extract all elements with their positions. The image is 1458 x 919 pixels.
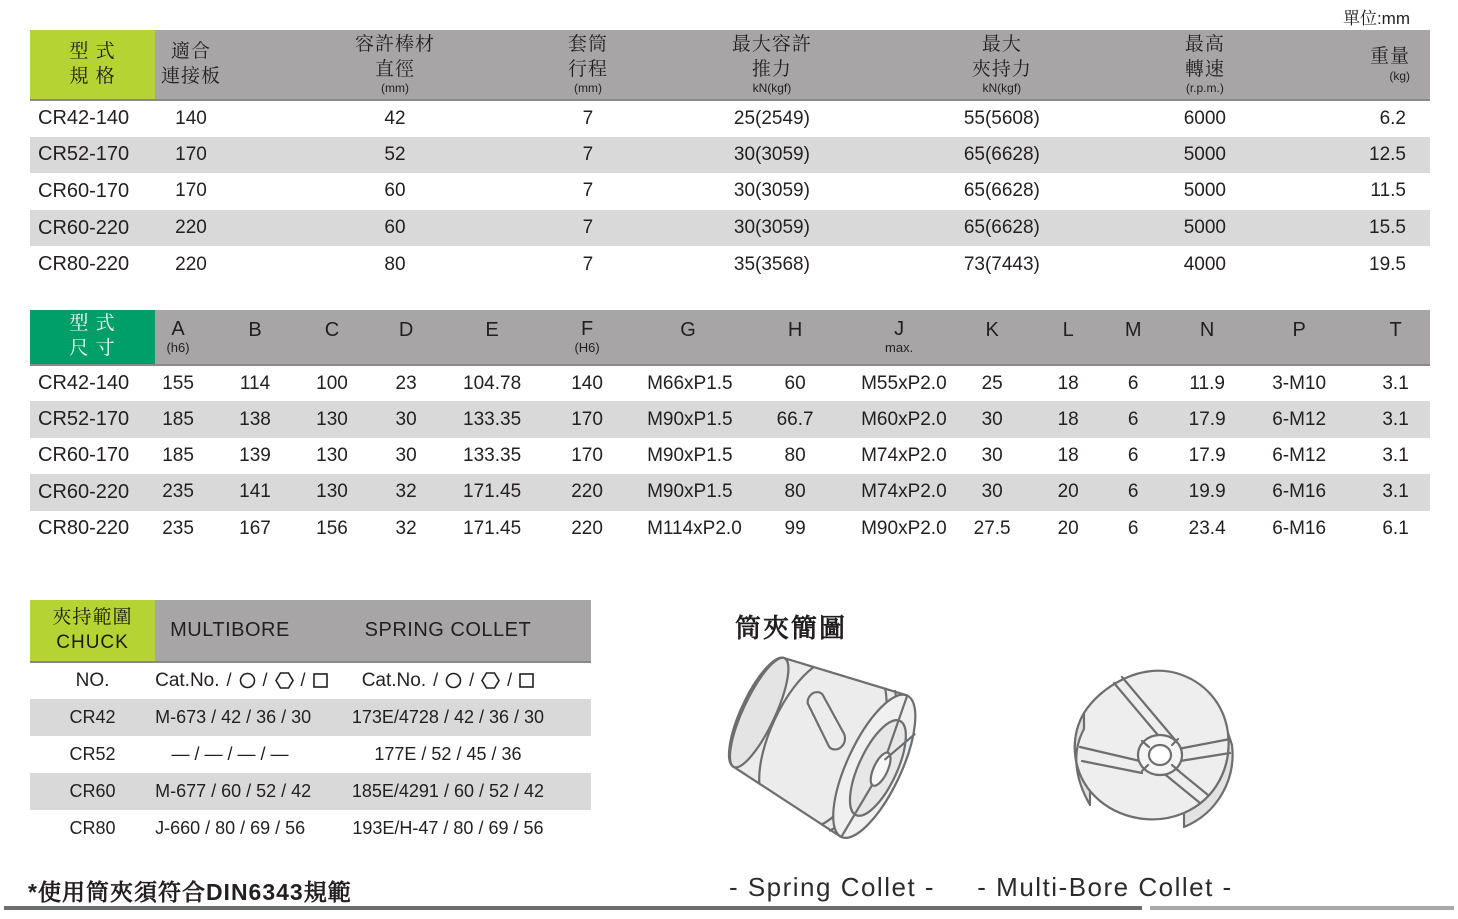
row-label: CR42 bbox=[69, 707, 116, 727]
cell: 193E/H-47 / 80 / 69 / 56 bbox=[352, 818, 544, 838]
col-header-d: D bbox=[355, 310, 457, 365]
cell: 7 bbox=[582, 253, 594, 275]
col-header-p: P bbox=[1237, 310, 1361, 365]
cell: 18 bbox=[1057, 444, 1079, 466]
cell: 185E/4291 / 60 / 52 / 42 bbox=[351, 781, 545, 801]
table-row bbox=[30, 736, 591, 773]
cell: 25 bbox=[981, 372, 1003, 394]
cell: 104.78 bbox=[463, 372, 522, 394]
dimension-table bbox=[30, 310, 1430, 547]
cell: 30 bbox=[395, 408, 417, 430]
hexagon-icon bbox=[275, 672, 294, 689]
col-header-c: C bbox=[309, 310, 355, 365]
spec-table bbox=[30, 30, 1430, 283]
table-row bbox=[30, 474, 1430, 510]
col-header-e: E bbox=[457, 310, 527, 365]
cell: 99 bbox=[784, 517, 806, 539]
row-label: CR52 bbox=[69, 744, 116, 764]
table-row bbox=[30, 511, 1430, 547]
row-label: CR80 bbox=[69, 818, 116, 838]
table-row bbox=[30, 100, 1430, 137]
cell: 80 bbox=[784, 444, 806, 466]
cell: 11.9 bbox=[1189, 372, 1225, 394]
dimension-table-body bbox=[30, 365, 1430, 547]
footer-rule-left bbox=[4, 906, 1142, 910]
cell: 80 bbox=[784, 481, 806, 503]
chuck-header-row bbox=[30, 600, 591, 662]
cell: 5000 bbox=[1183, 143, 1226, 165]
cat-no-label: Cat.No. bbox=[361, 669, 427, 691]
cell: M55xP2.0 bbox=[861, 372, 947, 394]
chuck-no-row bbox=[30, 662, 591, 699]
cell: M90xP2.0 bbox=[861, 517, 947, 539]
cell: 3.1 bbox=[1382, 408, 1409, 430]
cell: 141 bbox=[239, 481, 271, 503]
table-row bbox=[30, 699, 591, 736]
cell: 17.9 bbox=[1188, 444, 1226, 466]
cell: 220 bbox=[175, 217, 207, 239]
cell: 73(7443) bbox=[963, 253, 1040, 275]
cell: 3.1 bbox=[1382, 481, 1409, 503]
cell: 235 bbox=[162, 517, 194, 539]
cell: 18 bbox=[1057, 408, 1079, 430]
cell: M90xP1.5 bbox=[647, 408, 733, 430]
unit-label: 單位:mm bbox=[1342, 9, 1410, 28]
cell: 52 bbox=[384, 143, 406, 165]
cell: 170 bbox=[571, 444, 603, 466]
col-header-f: F (H6) bbox=[527, 310, 647, 365]
col-header-sleeve-stroke: 套筒 行程 (mm) bbox=[563, 30, 613, 100]
col-header-l: L bbox=[1047, 310, 1089, 365]
row-label: CR52-170 bbox=[38, 143, 130, 166]
cell: 130 bbox=[316, 481, 348, 503]
cell: 11.5 bbox=[1370, 180, 1406, 202]
row-label: CR60-220 bbox=[38, 216, 130, 239]
cell: 138 bbox=[239, 408, 271, 430]
cell: 65(6628) bbox=[963, 180, 1040, 202]
cell: 30 bbox=[981, 481, 1003, 503]
cell: 60 bbox=[784, 372, 806, 394]
cell: 7 bbox=[582, 107, 594, 129]
cell: 5000 bbox=[1183, 180, 1226, 202]
row-label: CR60-220 bbox=[38, 480, 130, 503]
cell: Cat.No. / / / bbox=[305, 662, 591, 699]
row-label: CR42-140 bbox=[38, 372, 130, 395]
cell: 170 bbox=[175, 180, 207, 202]
cell: 6 bbox=[1127, 481, 1139, 503]
table-row bbox=[30, 365, 1430, 401]
cell: 155 bbox=[162, 372, 194, 394]
cell: 30(3059) bbox=[733, 180, 810, 202]
row-label: CR80-220 bbox=[38, 253, 130, 276]
cell: 7 bbox=[582, 180, 594, 202]
cell: 173E/4728 / 42 / 36 / 30 bbox=[351, 707, 545, 727]
table-row bbox=[30, 773, 591, 810]
cell: M66xP1.5 bbox=[647, 372, 733, 394]
col-header-h: H bbox=[729, 310, 861, 365]
table-row bbox=[30, 137, 1430, 174]
row-label: CR80-220 bbox=[38, 517, 130, 540]
cat-no-label: Cat.No. bbox=[155, 669, 220, 691]
cell: 7 bbox=[582, 217, 594, 239]
cell: M90xP1.5 bbox=[647, 481, 733, 503]
cell: 30 bbox=[981, 444, 1003, 466]
cell: 235 bbox=[162, 481, 194, 503]
cell: 32 bbox=[395, 517, 417, 539]
cell: 185 bbox=[162, 408, 194, 430]
col-header-a: A (h6) bbox=[155, 310, 201, 365]
cell: 133.35 bbox=[463, 444, 522, 466]
row-label: CR60-170 bbox=[38, 179, 130, 202]
cell: 80 bbox=[384, 253, 406, 275]
cell: 130 bbox=[316, 444, 348, 466]
cell: 23 bbox=[395, 372, 417, 394]
col-header-t: T bbox=[1361, 310, 1430, 365]
cell: 6-M12 bbox=[1272, 444, 1327, 466]
footer-rule-right bbox=[1150, 906, 1454, 910]
cell: 100 bbox=[316, 372, 348, 394]
col-header-max-speed: 最高 轉速 (r.p.m.) bbox=[1073, 30, 1337, 100]
cell: Cat.No. / / / bbox=[155, 662, 305, 699]
cell: 6 bbox=[1127, 444, 1139, 466]
circle-icon bbox=[445, 672, 462, 689]
chuck-table-body bbox=[30, 662, 591, 847]
cell: 35(3568) bbox=[733, 253, 810, 275]
dimension-header-row bbox=[30, 310, 1430, 365]
cell: 3.1 bbox=[1382, 444, 1409, 466]
row-label: CR60-170 bbox=[38, 444, 130, 467]
collet-diagram-title: 筒夾簡圖 bbox=[735, 613, 848, 643]
cell: 185 bbox=[162, 444, 194, 466]
cell: 170 bbox=[571, 408, 603, 430]
cell: 114 bbox=[239, 372, 271, 394]
cell: 27.5 bbox=[973, 517, 1011, 539]
cell: 66.7 bbox=[776, 408, 814, 430]
spec-header-row bbox=[30, 30, 1430, 100]
cell: 6000 bbox=[1183, 107, 1226, 129]
table-row bbox=[30, 401, 1430, 437]
cell: 3-M10 bbox=[1272, 372, 1327, 394]
cell: M-677 / 60 / 52 / 42 bbox=[155, 781, 312, 801]
col-header-bar-diameter: 容許棒材 直徑 (mm) bbox=[227, 30, 563, 100]
cell: 15.5 bbox=[1369, 217, 1406, 239]
cell: 30(3059) bbox=[733, 217, 810, 239]
cell: 25(2549) bbox=[733, 107, 810, 129]
col-header-multibore: MULTIBORE bbox=[155, 600, 305, 662]
cell: 7 bbox=[582, 143, 594, 165]
cell: 156 bbox=[316, 517, 348, 539]
col-header-n: N bbox=[1177, 310, 1237, 365]
din-footnote: *使用筒夾須符合DIN6343規範 bbox=[28, 879, 352, 905]
col-header-j: J max. bbox=[861, 310, 937, 365]
multibore-collet-drawing bbox=[1075, 671, 1233, 827]
cell: 12.5 bbox=[1369, 143, 1406, 165]
cell: 130 bbox=[316, 408, 348, 430]
cell: M-673 / 42 / 36 / 30 bbox=[155, 707, 312, 727]
row-label: CR60 bbox=[69, 781, 116, 801]
cell: 55(5608) bbox=[963, 107, 1040, 129]
col-header-max-thrust: 最大容許 推力 kN(kgf) bbox=[613, 30, 931, 100]
spring-collet-illustration bbox=[688, 648, 1010, 860]
cell: 6 bbox=[1127, 372, 1139, 394]
table-row bbox=[30, 210, 1430, 247]
cell: 65(6628) bbox=[963, 143, 1040, 165]
table-row bbox=[30, 246, 1430, 283]
cell: 220 bbox=[571, 481, 603, 503]
col-header-k: K bbox=[937, 310, 1047, 365]
cell: 60 bbox=[384, 180, 406, 202]
table-row bbox=[30, 173, 1430, 210]
cell: 30(3059) bbox=[733, 143, 810, 165]
cell: 6 bbox=[1127, 517, 1139, 539]
col-header-max-gripping-force: 最大 夾持力 kN(kgf) bbox=[931, 30, 1073, 100]
spec-table-body bbox=[30, 100, 1430, 283]
cell: 220 bbox=[571, 517, 603, 539]
multibore-collet-caption: - Multi-Bore Collet - bbox=[977, 872, 1233, 902]
cell: — / — / — / — bbox=[171, 744, 289, 764]
cell: 17.9 bbox=[1188, 408, 1226, 430]
cell: M90xP1.5 bbox=[647, 444, 733, 466]
cell: 140 bbox=[175, 107, 207, 129]
cell: 6-M16 bbox=[1272, 481, 1327, 503]
cell: 139 bbox=[239, 444, 271, 466]
cell: 19.9 bbox=[1188, 481, 1226, 503]
cell: M74xP2.0 bbox=[861, 481, 947, 503]
cell: 6.2 bbox=[1379, 107, 1406, 129]
cell: 32 bbox=[395, 481, 417, 503]
cell: M60xP2.0 bbox=[861, 408, 947, 430]
square-icon bbox=[313, 673, 328, 688]
col-header-g: G bbox=[647, 310, 729, 365]
cell: 20 bbox=[1057, 481, 1079, 503]
cell: 177E / 52 / 45 / 36 bbox=[374, 744, 522, 764]
cell: 23.4 bbox=[1188, 517, 1226, 539]
cell: J-660 / 80 / 69 / 56 bbox=[155, 818, 306, 838]
col-header-chuck: 夾持範圍 CHUCK bbox=[30, 600, 155, 662]
cell: 6.1 bbox=[1382, 517, 1409, 539]
row-label: NO. bbox=[75, 670, 110, 691]
cell: 167 bbox=[239, 517, 271, 539]
cell: 3.1 bbox=[1382, 372, 1409, 394]
cell: M74xP2.0 bbox=[861, 444, 947, 466]
cell: 19.5 bbox=[1369, 253, 1406, 275]
hexagon-icon bbox=[481, 672, 500, 689]
cell: 5000 bbox=[1183, 217, 1226, 239]
cell: 60 bbox=[384, 217, 406, 239]
cell: M114xP2.0 bbox=[647, 517, 742, 539]
col-header-m: M bbox=[1089, 310, 1177, 365]
spring-collet-drawing bbox=[710, 648, 932, 848]
cell: 133.35 bbox=[463, 408, 522, 430]
col-header-model-spec: 型 式 規 格 bbox=[30, 30, 155, 100]
circle-icon bbox=[239, 672, 256, 689]
col-header-model-dims: 型 式 尺 寸 bbox=[30, 310, 155, 365]
table-row bbox=[30, 810, 591, 847]
cell: 6-M16 bbox=[1272, 517, 1327, 539]
cell: 20 bbox=[1057, 517, 1079, 539]
cell: 220 bbox=[175, 253, 207, 275]
row-label: CR42-140 bbox=[38, 107, 130, 130]
cell: 6 bbox=[1127, 408, 1139, 430]
col-header-weight: 重量 (kg) bbox=[1337, 30, 1430, 100]
row-label: CR52-170 bbox=[38, 408, 130, 431]
cell: 170 bbox=[175, 143, 207, 165]
multibore-collet-illustration bbox=[1018, 655, 1286, 855]
cell: 30 bbox=[981, 408, 1003, 430]
cell: 18 bbox=[1057, 372, 1079, 394]
cell: 6-M12 bbox=[1272, 408, 1327, 430]
col-header-b: B bbox=[201, 310, 309, 365]
cell: 171.45 bbox=[463, 517, 522, 539]
cell: 42 bbox=[384, 107, 406, 129]
col-header-adapter-plate: 適合 連接板 bbox=[155, 30, 227, 100]
square-icon bbox=[519, 673, 534, 688]
cell: 4000 bbox=[1183, 253, 1226, 275]
cell: 30 bbox=[395, 444, 417, 466]
chuck-range-table bbox=[30, 600, 591, 847]
cell: 65(6628) bbox=[963, 217, 1040, 239]
cell: 140 bbox=[571, 372, 603, 394]
cell: 171.45 bbox=[463, 481, 522, 503]
spring-collet-caption: - Spring Collet - bbox=[728, 872, 936, 902]
col-header-spring-collet: SPRING COLLET bbox=[305, 600, 591, 662]
table-row bbox=[30, 438, 1430, 474]
